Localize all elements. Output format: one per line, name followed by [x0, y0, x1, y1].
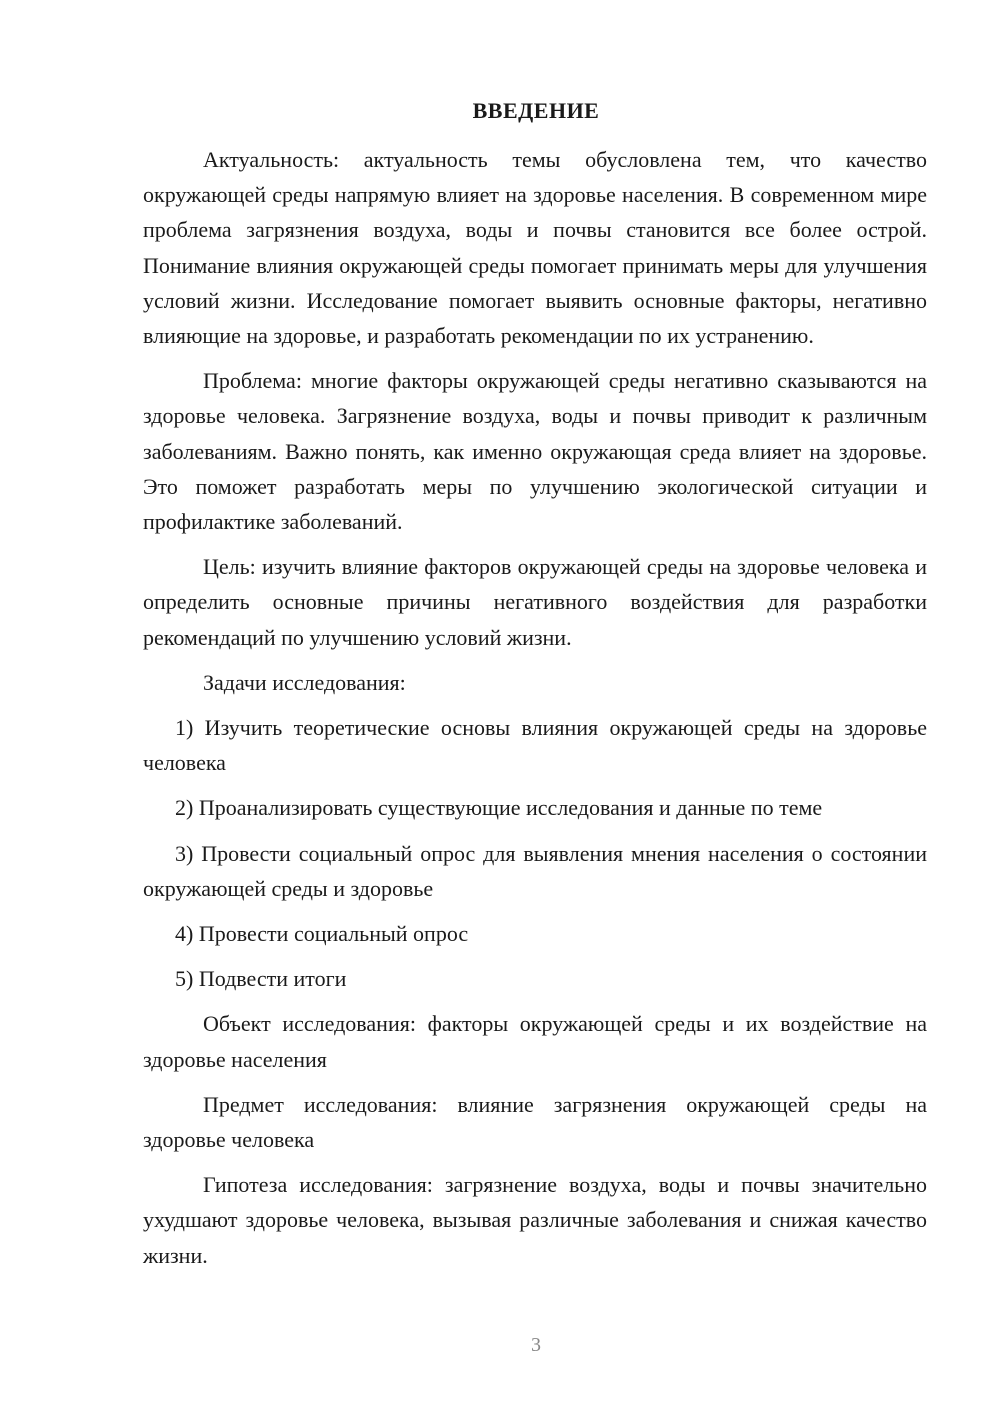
paragraph-object: Объект исследования: факторы окружающей среды и их воздействие на здоровье населения	[143, 1011, 927, 1072]
paragraph-problem: Проблема: многие факторы окружающей среды негативно сказываются на здоровье человека. Загрязнение воздуха, воды и почвы приводит к различным заболеваниям. Важно понять, как именно окружающая среда влияет на здоровье. Это поможет разработать меры по улучшению экологической ситуации и профилактике заболеваний.	[143, 368, 927, 535]
paragraph-subject: Предмет исследования: влияние загрязнения окружающей среды на здоровье человека	[143, 1091, 927, 1153]
paragraph-relevance: Актуальность: актуальность темы обусловлена тем, что качество окружающей среды напрямую влияет на здоровье населения. В современном мире проблема загрязнения воздуха, воды и почвы становится все более острой. Понимание влияния окружающей среды помогает принимать меры для улучшения условий жизни. Исследование помогает выявить основные факторы, негативно влияющие на здоровье, и разработать рекомендации по их устранению.	[143, 147, 927, 349]
task-item: 1) Изучить теоретические основы влияния окружающей среды на здоровье человека	[143, 715, 927, 776]
paragraph-hypothesis: Гипотеза исследования: загрязнение воздуха, воды и почвы значительно ухудшают здоровье человека, вызывая различные заболевания и снижая качество жизни.	[143, 1172, 927, 1268]
task-item: 5) Подвести итоги	[175, 966, 347, 992]
page-number: 3	[531, 1334, 541, 1356]
page-title: ВВЕДЕНИЕ	[472, 98, 600, 123]
document-body	[143, 142, 927, 1283]
paragraph-goal: Цель: изучить влияние факторов окружающей среды на здоровье человека и определить основные причины негативного воздействия для разработки рекомендаций по улучшению условий жизни.	[143, 554, 927, 650]
task-item: 3) Провести социальный опрос для выявления мнения населения о состоянии окружающей среды и здоровье	[143, 840, 927, 901]
task-item: 2) Проанализировать существующие исследования и данные по теме	[175, 795, 823, 821]
task-item: 4) Провести социальный опрос	[175, 921, 469, 947]
paragraph-tasks-heading: Задачи исследования:	[203, 669, 406, 695]
